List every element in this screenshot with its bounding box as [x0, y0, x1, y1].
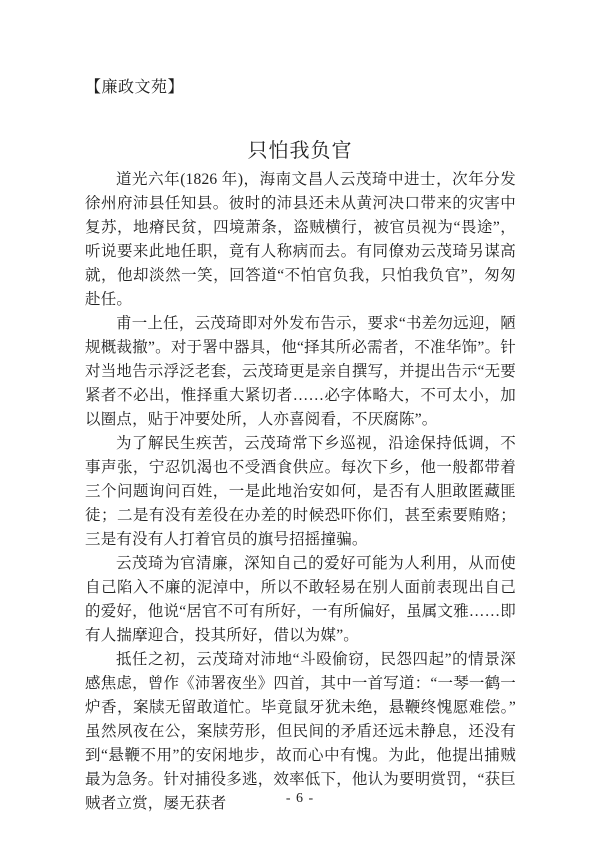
paragraph: 云茂琦为官清廉，深知自己的爱好可能为人利用，从而使自己陷入不廉的泥淖中，所以不敢轻易在别人面前表现出自己的爱好，他说“居官不可有所好，一有所偏好，虽属文雅……即有人揣摩迎合，投其所好，借以为媒”。 — [85, 555, 516, 644]
paragraph: 甫一上任，云茂琦即对外发布告示，要求“书差勿远迎，陋规概裁撤”。对于署中器具，他“择其所必需者，不准华饰”。针对当地告示浮泛老套，云茂琦更是亲自撰写，并提出告示“无要紧者不必出，惟择重大紧切者……必字体略大，不可太小，加以圈点，贴于冲要处所，人亦喜阅看，不厌腐陈”。 — [85, 315, 516, 428]
page-number: - 6 - — [285, 791, 315, 806]
paragraph: 抵任之初，云茂琦对沛地“斗殴偷窃，民怨四起”的情景深感焦虑，曾作《沛署夜坐》四首，其中一首写道：“一琴一鹤一炉香，案牍无留敢道忙。毕竟鼠牙犹未绝，悬鞭终愧愿难偿。”虽然夙夜在公，案牍劳形，但民间的矛盾还远未静息，还没有到“悬鞭不用”的安闲地步，故而心中有愧。为此，他提出捕贼最为急务。针对捕役多逃，效率低下，他认为要明赏罚，“获巨贼者立赏，屡无获者 — [85, 651, 516, 812]
page-title: 只怕我负官 — [247, 140, 353, 163]
paragraph: 道光六年(1826 年)，海南文昌人云茂琦中进士，次年分发徐州府沛县任知县。彼时的沛县还未从黄河决口带来的灾害中复苏，地瘠民贫，四境萧条，盗贼横行，被官员视为“畏途”，听说要来此地任职，竟有人称病而去。有同僚劝云茂琦另谋高就，他却淡然一笑，回答道“不怕官负我，只怕我负官”，匆匆赴任。 — [85, 171, 516, 308]
section-label: 【廉政文苑】 — [85, 79, 185, 96]
paragraph: 为了解民生疾苦，云茂琦常下乡巡视，沿途保持低调，不事声张，宁忍饥渴也不受酒食供应。每次下乡，他一般都带着三个问题询问百姓，一是此地治安如何，是否有人胆敢匿藏匪徒；二是有没有差役在办差的时候恐吓你们，甚至索要贿赂；三是有没有人打着官员的旗号招摇撞骗。 — [85, 435, 516, 548]
article-body — [85, 168, 516, 816]
